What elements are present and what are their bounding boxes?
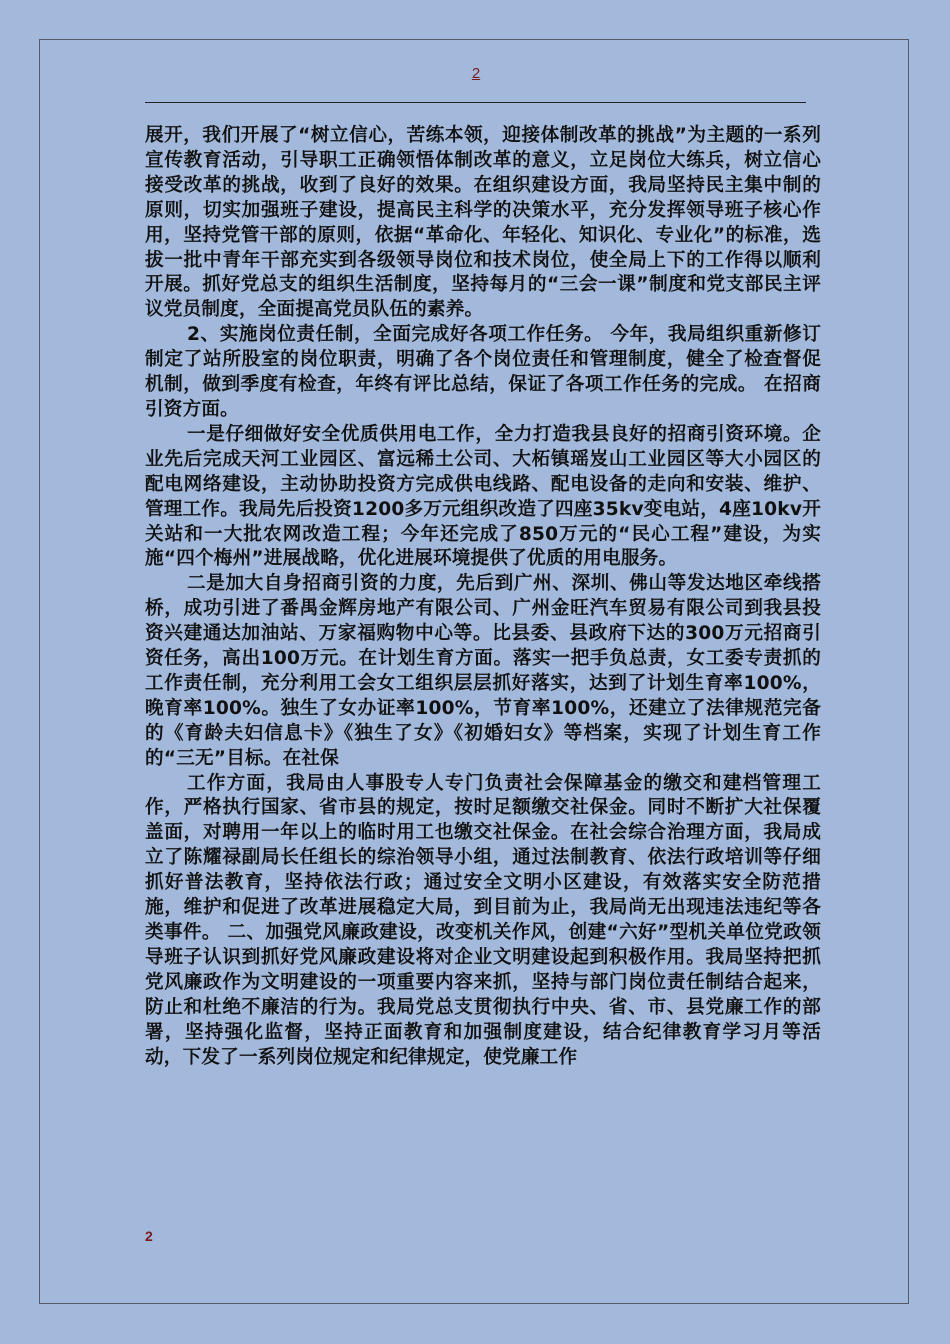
header-page-number: 2 xyxy=(471,65,481,82)
document-body xyxy=(145,124,821,1070)
paragraph: 展开，我们开展了“树立信心，苦练本领，迎接体制改革的挑战”为主题的一系列宣传教育活动，引导职工正确领悟体制改革的意义，立足岗位大练兵，树立信心接受改革的挑战，收到了良好的效果。在组织建设方面，我局坚持民主集中制的原则，切实加强班子建设，提高民主科学的决策水平，充分发挥领导班子核心作用，坚持党管干部的原则，依据“革命化、年轻化、知识化、专业化”的标准，选拔一批中青年干部充实到各级领导岗位和技术岗位，使全局上下的工作得以顺利开展。抓好党总支的组织生活制度，坚持每月的“三会一课”制度和党支部民主评议党员制度，全面提高党员队伍的素养。 xyxy=(145,125,821,321)
paragraph: 2、实施岗位责任制，全面完成好各项工作任务。 今年，我局组织重新修订制定了站所股室的岗位职责，明确了各个岗位责任和管理制度，健全了检查督促机制，做到季度有检查，年终有评比总结，保证了各项工作任务的完成。 在招商引资方面。 xyxy=(145,324,821,420)
header-divider xyxy=(145,102,806,103)
paragraph: 二是加大自身招商引资的力度，先后到广州、深圳、佛山等发达地区牵线搭桥，成功引进了番禺金辉房地产有限公司、广州金旺汽车贸易有限公司到我县投资兴建通达加油站、万家福购物中心等。比县委、县政府下达的300万元招商引资任务，高出100万元。在计划生育方面。落实一把手负总责，女工委专责抓的工作责任制，充分利用工会女工组织层层抓好落实，达到了计划生育率100%，晚育率100%。独生了女办证率100%，节育率100%，还建立了法律规范完备的《育龄夫妇信息卡》《独生了女》《初婚妇女》等档案，实现了计划生育工作的“三无”目标。在社保 xyxy=(145,573,821,769)
paragraph: 工作方面，我局由人事股专人专门负责社会保障基金的缴交和建档管理工作，严格执行国家、省市县的规定，按时足额缴交社保金。同时不断扩大社保覆盖面，对聘用一年以上的临时用工也缴交社保金。在社会综合治理方面，我局成立了陈耀禄副局长任组长的综治领导小组，通过法制教育、依法行政培训等仔细抓好普法教育，坚持依法行政；通过安全文明小区建设，有效落实安全防范措施，维护和促进了改革进展稳定大局，到目前为止，我局尚无出现违法违纪等各类事件。 二、加强党风廉政建设，改变机关作风，创建“六好”型机关单位党政领导班子认识到抓好党风廉政建设将对企业文明建设起到积极作用。我局坚持把抓党风廉政作为文明建设的一项重要内容来抓，坚持与部门岗位责任制结合起来，防止和杜绝不廉洁的行为。我局党总支贯彻执行中央、省、市、县党廉工作的部署，坚持强化监督，坚持正面教育和加强制度建设，结合纪律教育学习月等活动，下发了一系列岗位规定和纪律规定，使党廉工作 xyxy=(145,772,821,1068)
footer-page-number: 2 xyxy=(145,1228,153,1244)
paragraph: 一是仔细做好安全优质供用电工作，全力打造我县良好的招商引资环境。企业先后完成天河工业园区、富远稀土公司、大柘镇瑶岌山工业园区等大小园区的配电网络建设，主动协助投资方完成供电线路、配电设备的走向和安装、维护、管理工作。我局先后投资1200多万元组织改造了四座35kv变电站，4座10kv开关站和一大批农网改造工程；今年还完成了850万元的“民心工程”建设，为实施“四个梅州”进展战略，优化进展环境提供了优质的用电服务。 xyxy=(145,423,821,570)
